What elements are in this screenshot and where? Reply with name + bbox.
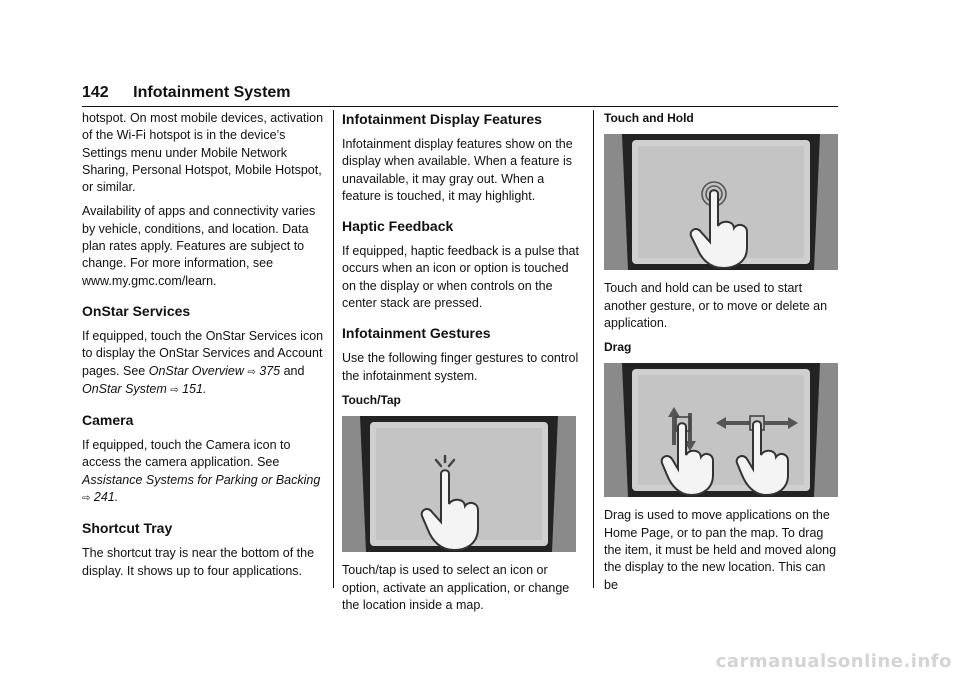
- touch-hold-illustration: [604, 134, 838, 270]
- shortcut-heading: Shortcut Tray: [82, 520, 173, 537]
- column-1: [82, 110, 324, 587]
- page-ref-arrow-icon: ⇨: [170, 384, 179, 396]
- section-title: Infotainment System: [133, 84, 291, 101]
- camera-heading: Camera: [82, 412, 134, 429]
- touch-tap-illustration: [342, 416, 576, 552]
- drag-paragraph: Drag is used to move applications on the Home Page, or to pan the map. To drag the item, it must be held and moved along the display to the new location. This can be: [604, 508, 837, 592]
- hold-paragraph: Touch and hold can be used to start another gesture, or to move or delete an application.: [604, 281, 828, 330]
- haptic-paragraph: If equipped, haptic feedback is a pulse that occurs when an icon or option is touched on the display or when controls on the center stack are pressed.: [342, 244, 579, 311]
- availability-paragraph: Availability of apps and connectivity varies by vehicle, conditions, and location. Data plan rates apply. Features are subject to change. For more information, see www.my.gmc.com/learn.: [82, 204, 316, 288]
- watermark: carmanualsonline.info: [715, 651, 952, 672]
- page-number: 142: [82, 84, 109, 101]
- drag-illustration: [604, 363, 838, 497]
- tap-paragraph: Touch/tap is used to select an icon or option, activate an application, or change the location inside a map.: [342, 563, 570, 612]
- onstar-overview-link[interactable]: OnStar Overview: [148, 363, 244, 378]
- column-divider: [593, 110, 594, 588]
- drag-heading: Drag: [604, 340, 632, 355]
- page-ref-arrow-icon: ⇨: [82, 493, 91, 505]
- display-features-paragraph: Infotainment display features show on the display when available. When a feature is unavailable, it may gray out. When a feature is touched, it may highlight.: [342, 137, 573, 203]
- hotspot-paragraph: hotspot. On most mobile devices, activation of the Wi-Fi hotspot is in the device’s Settings menu under Mobile Network Sharing, Personal Hotspot, Mobile Hotspot, or similar.: [82, 111, 324, 195]
- column-2: [342, 110, 582, 621]
- onstar-system-link[interactable]: OnStar System: [82, 381, 167, 396]
- camera-paragraph: If equipped, touch the Camera icon to access the camera application. See Assistance Systems for Parking or Backing ⇨ 241.: [82, 438, 321, 505]
- shortcut-paragraph: The shortcut tray is near the bottom of the display. It shows up to four applications.: [82, 546, 315, 578]
- tap-heading: Touch/Tap: [342, 392, 401, 407]
- haptic-heading: Haptic Feedback: [342, 218, 454, 235]
- page-header: [82, 82, 838, 107]
- page-ref-arrow-icon: ⇨: [247, 366, 256, 378]
- gestures-heading: Infotainment Gestures: [342, 325, 491, 342]
- onstar-heading: OnStar Services: [82, 302, 191, 319]
- column-3: [604, 110, 840, 601]
- column-divider: [333, 110, 334, 588]
- onstar-paragraph: If equipped, touch the OnStar Services icon to display the OnStar Services and Account pages. See OnStar Overview ⇨ 375 and OnStar System ⇨ 151.: [82, 328, 324, 396]
- parking-assist-link[interactable]: Assistance Systems for Parking or Backing: [82, 472, 321, 487]
- hold-heading: Touch and Hold: [604, 111, 694, 125]
- display-features-heading: Infotainment Display Features: [342, 111, 542, 127]
- gestures-paragraph: Use the following finger gestures to control the infotainment system.: [342, 351, 579, 383]
